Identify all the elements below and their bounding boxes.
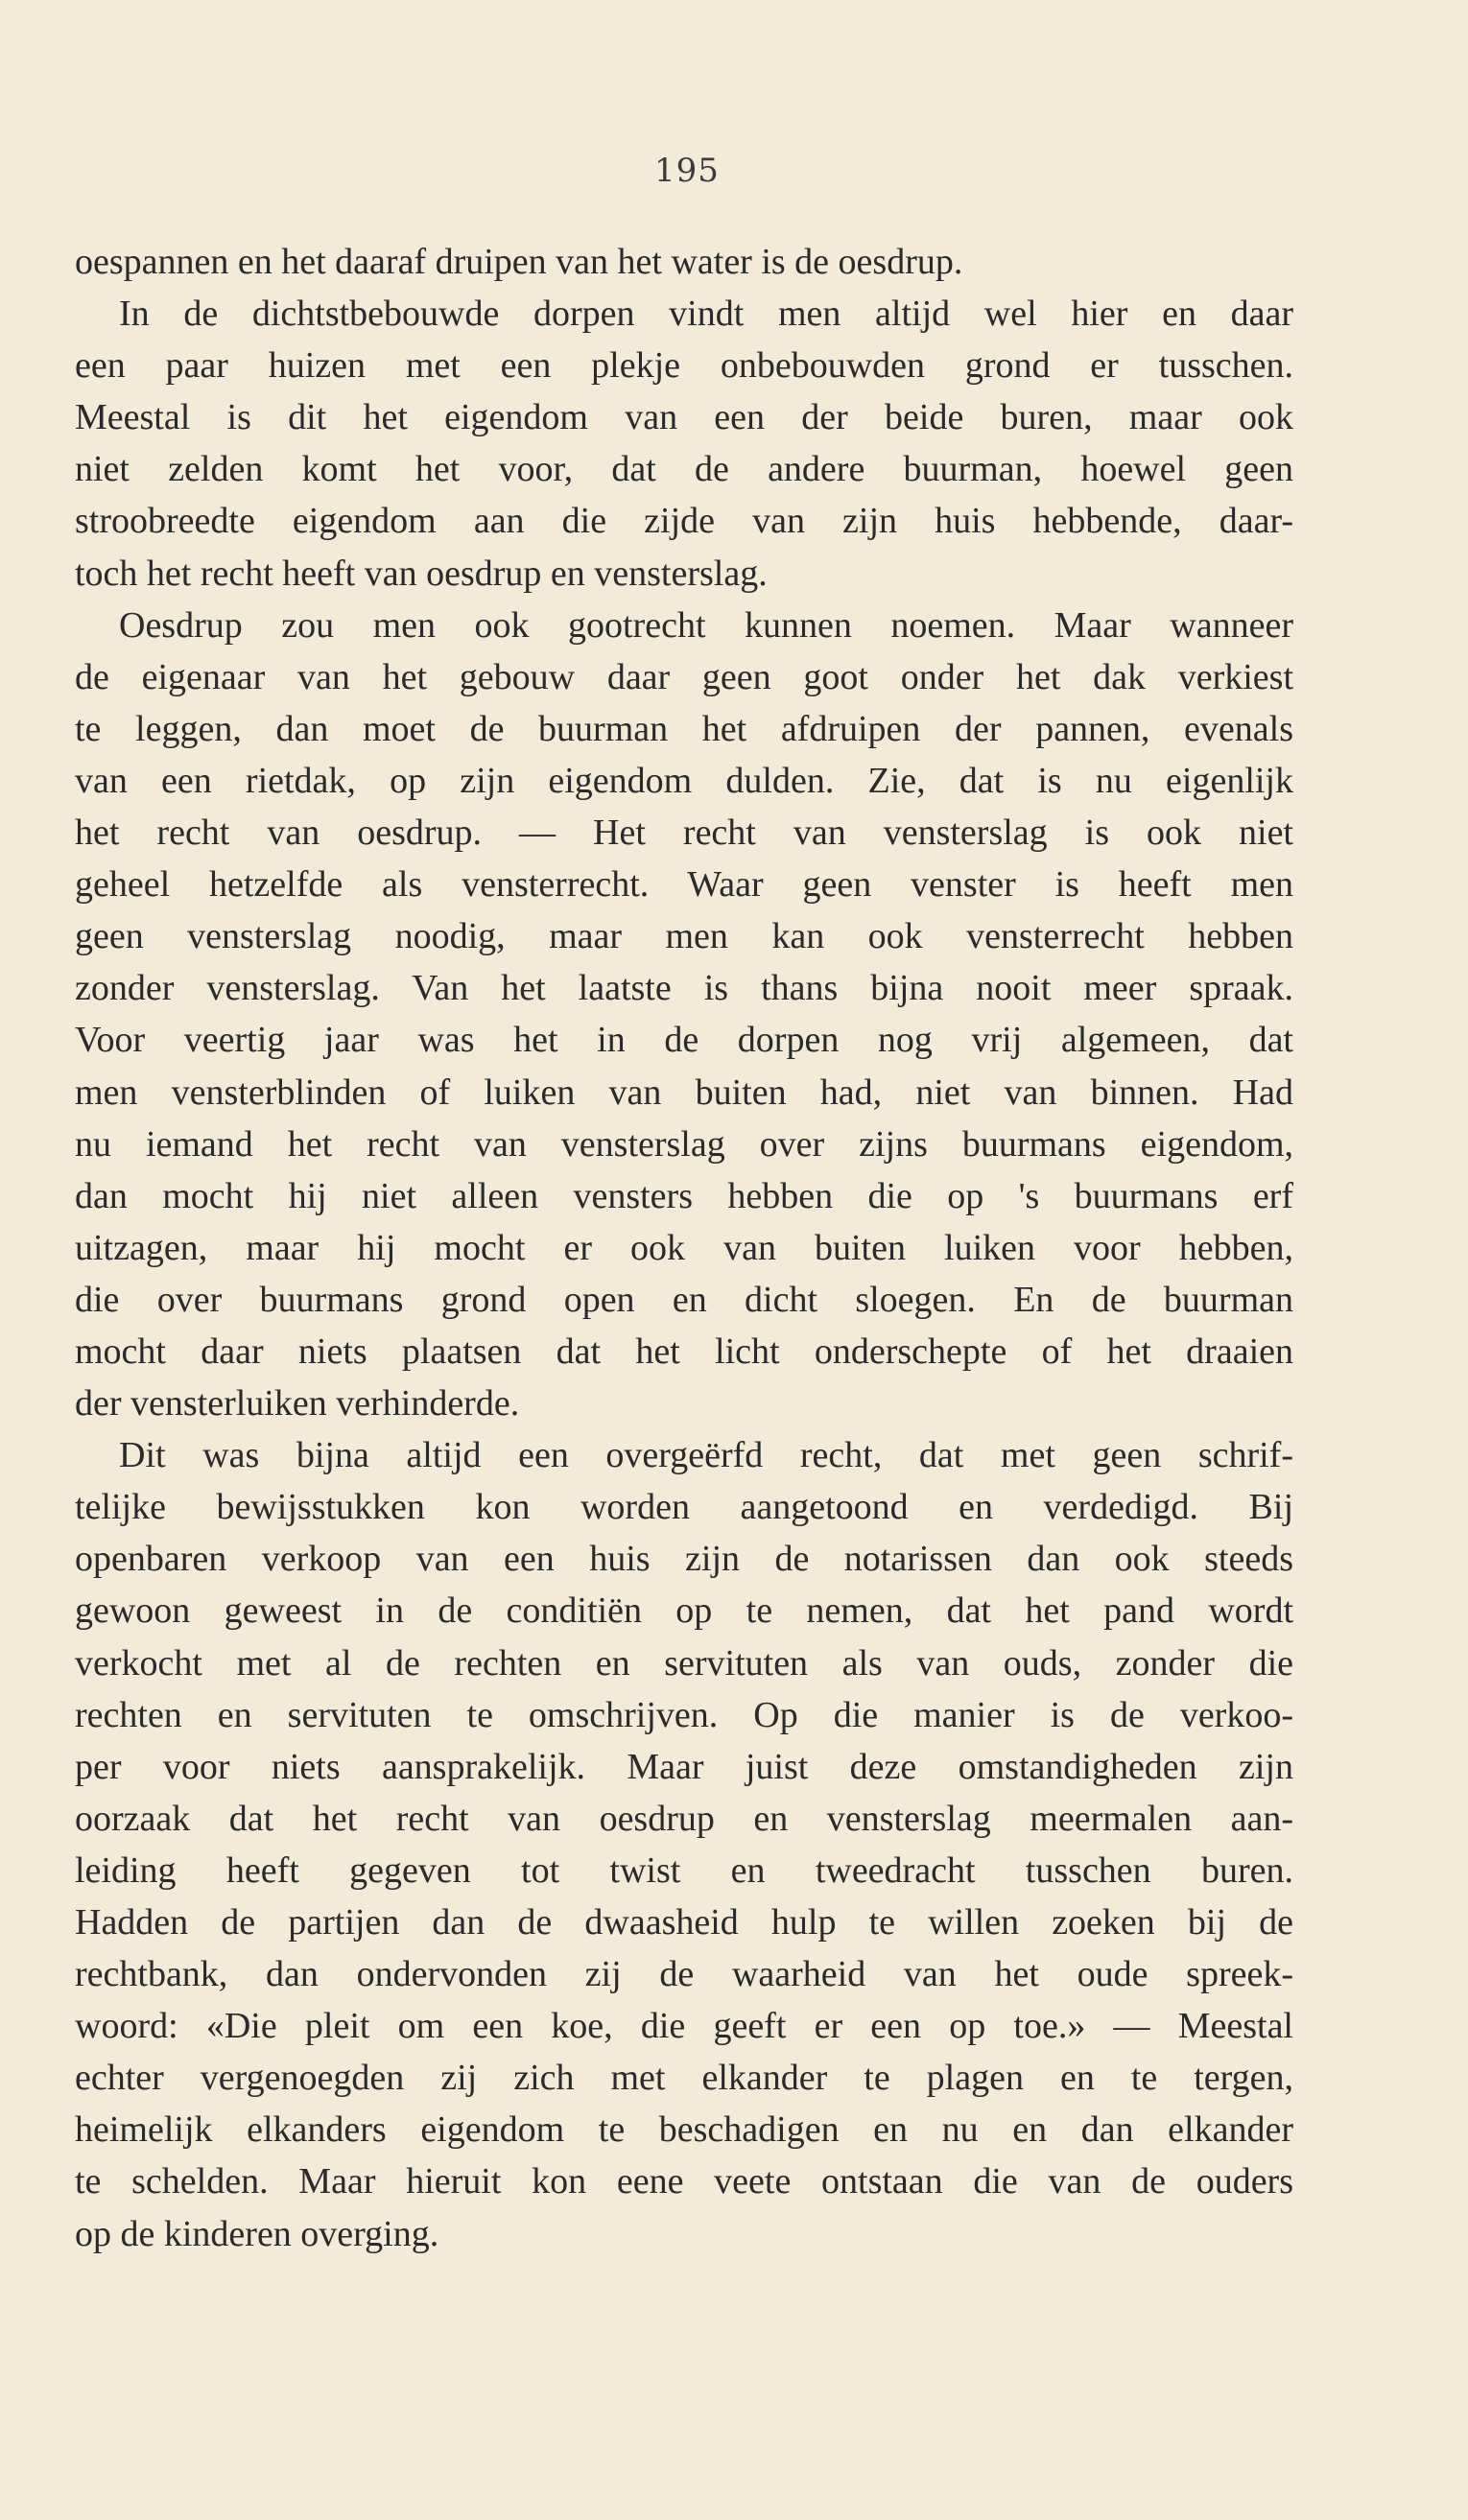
- text-line: per voor niets aansprakelijk. Maar juist deze omstandigheden zijn: [75, 1746, 1293, 1787]
- text-line: Dit was bijna altijd een overgeërfd recht, dat met geen schrif-: [119, 1435, 1293, 1476]
- text-line: echter vergenoegden zij zich met elkander te plagen en te tergen,: [75, 2058, 1293, 2099]
- text-line: woord: «Die pleit om een koe, die geeft er een op toe.» — Meestal: [75, 2006, 1293, 2047]
- text-line: Hadden de partijen dan de dwaasheid hulp te willen zoeken bij de: [75, 1902, 1293, 1943]
- text-line: oorzaak dat het recht van oesdrup en vensterslag meermalen aan-: [75, 1798, 1293, 1839]
- text-line: mocht daar niets plaatsen dat het licht onderschepte of het draaien: [75, 1331, 1293, 1372]
- text-line: dan mocht hij niet alleen vensters hebben die op 's buurmans erf: [75, 1175, 1293, 1216]
- page-number: 195: [654, 152, 720, 190]
- text-line: heimelijk elkanders eigendom te beschadigen en nu en dan elkander: [75, 2109, 1293, 2151]
- text-line: In de dichtstbebouwde dorpen vindt men altijd wel hier en daar: [119, 294, 1293, 335]
- text-line: telijke bewijsstukken kon worden aangetoond en verdedigd. Bij: [75, 1487, 1293, 1528]
- text-line: openbaren verkoop van een huis zijn de notarissen dan ook steeds: [75, 1539, 1293, 1580]
- text-line: rechtbank, dan ondervonden zij de waarheid van het oude spreek-: [75, 1954, 1293, 1995]
- text-line: geen vensterslag noodig, maar men kan ook vensterrecht hebben: [75, 916, 1293, 957]
- text-line: het recht van oesdrup. — Het recht van vensterslag is ook niet: [75, 813, 1293, 854]
- text-line: op de kinderen overging.: [75, 2213, 439, 2254]
- text-line: te leggen, dan moet de buurman het afdruipen der pannen, evenals: [75, 708, 1293, 749]
- text-line: niet zelden komt het voor, dat de andere buurman, hoewel geen: [75, 449, 1293, 490]
- text-line: toch het recht heeft van oesdrup en vensterslag.: [75, 553, 768, 594]
- text-line: verkocht met al de rechten en servituten als van ouds, zonder die: [75, 1642, 1293, 1684]
- text-line: Oesdrup zou men ook gootrecht kunnen noemen. Maar wanneer: [119, 604, 1293, 646]
- text-line: die over buurmans grond open en dicht sloegen. En de buurman: [75, 1279, 1293, 1320]
- text-line: gewoon geweest in de conditiën op te nemen, dat het pand wordt: [75, 1590, 1293, 1632]
- text-line: Voor veertig jaar was het in de dorpen nog vrij algemeen, dat: [75, 1020, 1293, 1061]
- text-line: men vensterblinden of luiken van buiten had, niet van binnen. Had: [75, 1072, 1293, 1113]
- text-line: een paar huizen met een plekje onbebouwden grond er tusschen.: [75, 345, 1293, 387]
- text-line: zonder vensterslag. Van het laatste is thans bijna nooit meer spraak.: [75, 968, 1293, 1009]
- body-text: [75, 236, 1293, 2260]
- text-line: uitzagen, maar hij mocht er ook van buiten luiken voor hebben,: [75, 1227, 1293, 1268]
- text-line: Meestal is dit het eigendom van een der beide buren, maar ook: [75, 397, 1293, 438]
- text-line: van een rietdak, op zijn eigendom dulden. Zie, dat is nu eigenlijk: [75, 760, 1293, 801]
- text-line: oespannen en het daaraf druipen van het water is de oesdrup.: [75, 242, 963, 282]
- text-line: geheel hetzelfde als vensterrecht. Waar geen venster is heeft men: [75, 864, 1293, 906]
- text-line: stroobreedte eigendom aan die zijde van zijn huis hebbende, daar-: [75, 501, 1293, 542]
- text-line: de eigenaar van het gebouw daar geen goot onder het dak verkiest: [75, 656, 1293, 697]
- text-line: te schelden. Maar hieruit kon eene veete ontstaan die van de ouders: [75, 2161, 1293, 2202]
- text-line: rechten en servituten te omschrijven. Op die manier is de verkoo-: [75, 1694, 1293, 1735]
- text-line: der vensterluiken verhinderde.: [75, 1383, 520, 1425]
- text-line: leiding heeft gegeven tot twist en tweedracht tusschen buren.: [75, 1849, 1293, 1891]
- text-line: nu iemand het recht van vensterslag over zijns buurmans eigendom,: [75, 1123, 1293, 1165]
